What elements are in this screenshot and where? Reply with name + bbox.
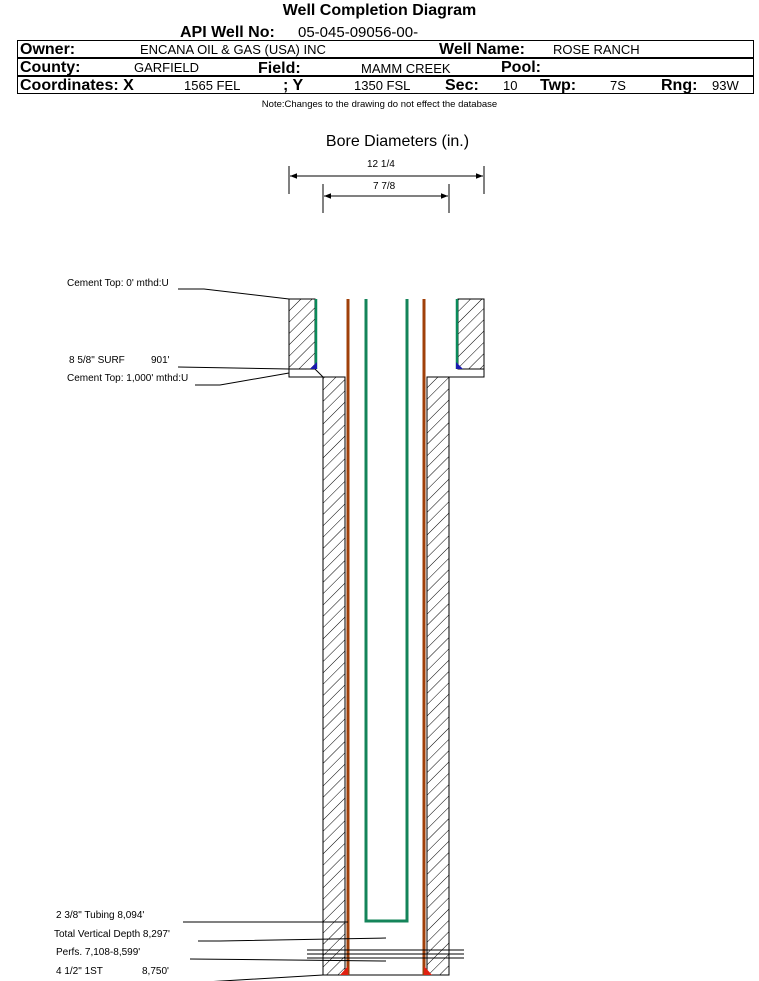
county-value: GARFIELD [134, 60, 200, 75]
production-casing-depth: 8,750' [142, 966, 169, 977]
inner-bore-label: 7 7/8 [373, 181, 396, 192]
production-cement [323, 377, 449, 975]
tubing-label: 2 3/8" Tubing 8,094' [56, 910, 145, 921]
bore-shoulder [289, 369, 484, 377]
outer-bore-label: 12 1/4 [367, 159, 395, 170]
surface-casing-shoe [310, 362, 463, 369]
coord-y-label: ; Y [283, 77, 304, 94]
surface-cement [289, 299, 484, 369]
api-value: 05-045-09056-00- [298, 24, 419, 41]
production-casing-label: 4 1/2" 1ST [56, 966, 103, 977]
surface-casing [316, 299, 457, 369]
coord-y-value: 1350 FSL [354, 78, 411, 93]
rng-value: 93W [712, 78, 739, 93]
total-depth-label: Total Vertical Depth 8,297' [54, 929, 170, 940]
owner-value: ENCANA OIL & GAS (USA) INC [140, 42, 326, 57]
well-name-label: Well Name: [439, 41, 525, 58]
county-label: County: [20, 59, 81, 76]
diagram-title: Well Completion Diagram [282, 2, 477, 19]
tubing-string [366, 299, 407, 921]
twp-value: 7S [610, 78, 626, 93]
twp-label: Twp: [540, 77, 577, 94]
surface-casing-depth: 901' [151, 355, 170, 366]
surface-casing-label: 8 5/8" SURF [69, 355, 125, 366]
outer-dimension [289, 166, 484, 194]
field-value: MAMM CREEK [361, 61, 451, 76]
field-label: Field: [258, 60, 301, 77]
well-name-value: ROSE RANCH [553, 42, 640, 57]
leader-lines [178, 289, 386, 981]
owner-label: Owner: [20, 41, 76, 58]
rng-label: Rng: [661, 77, 698, 94]
disclaimer-note: Note:Changes to the drawing do not effect the database [261, 99, 498, 110]
sec-value: 10 [503, 78, 518, 93]
bore-diameters-title: Bore Diameters (in.) [325, 133, 470, 150]
pool-label: Pool: [501, 59, 541, 76]
perforations-label: Perfs. 7,108-8,599' [56, 947, 141, 958]
production-casing [348, 299, 424, 975]
cement-top-surface-label: Cement Top: 0' mthd:U [67, 278, 169, 289]
cement-top-production-label: Cement Top: 1,000' mthd:U [67, 373, 189, 384]
sec-label: Sec: [445, 77, 479, 94]
coord-x-value: 1565 FEL [184, 78, 241, 93]
inner-dimension [323, 184, 449, 213]
coord-x-label: Coordinates: X [20, 77, 134, 94]
production-casing-shoe [340, 966, 432, 975]
api-label: API Well No: [180, 24, 275, 41]
